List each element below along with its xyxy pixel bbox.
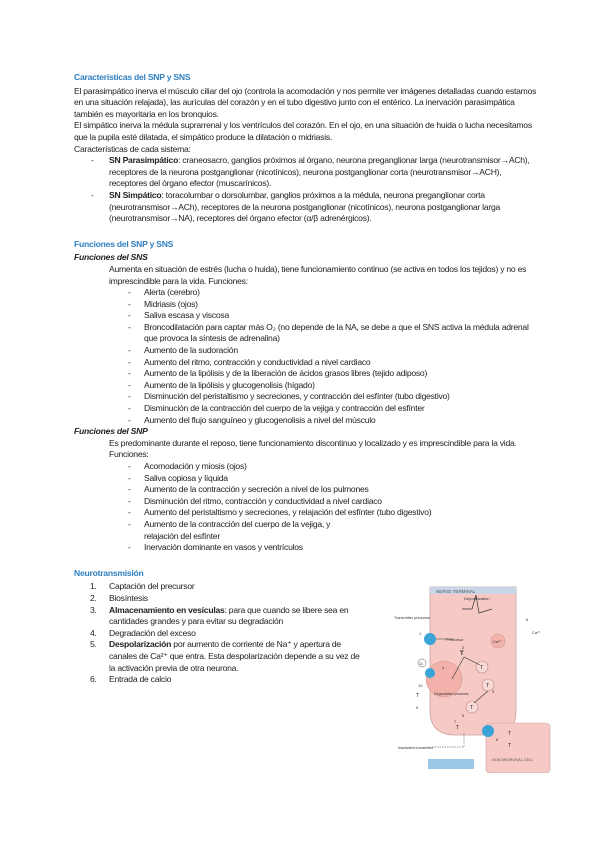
inactivated-transmitter-label: Inactivated transmitter — [398, 746, 434, 750]
step-text: Biosíntesis — [109, 592, 148, 603]
receptor-t-2: T — [508, 743, 512, 749]
step-number: 2. — [90, 592, 97, 603]
item-label: SN Parasimpático — [109, 155, 179, 166]
step-number-3: 3 — [492, 689, 495, 694]
receptor-circle — [482, 725, 494, 737]
step-number-9: 9 — [416, 705, 419, 710]
list-item — [90, 581, 364, 593]
step-number-11: 11 — [419, 662, 423, 666]
precursor-label: Precursor — [446, 637, 464, 642]
step-number-7: 7 — [454, 719, 457, 724]
sns-functions-list — [74, 287, 540, 426]
step-number-1: 1 — [419, 631, 422, 636]
list-item: - Aumento de la sudoración — [144, 345, 540, 357]
system-characteristics-list — [74, 155, 540, 225]
list-item: - Disminución de la contracción del cuerpo de la vejiga y contracción del esfínter — [144, 403, 540, 415]
list-item: - Aumento de la contracción y secreción a nivel de los pulmones — [144, 484, 540, 496]
list-item — [90, 604, 364, 628]
step-text: Captación del precursor — [109, 581, 195, 592]
step-text: : para que cuando se libere sea en cantidades grandes y para evitar su degradación — [109, 604, 349, 627]
item-label: SN Simpático — [109, 189, 162, 200]
section-title-neurotransmision: Neurotransmisión — [74, 567, 144, 578]
snp-intro: Es predominante durante el reposo, tiene funcionamiento discontinuo y localizado y es imprescindible para la vida. Funciones: — [109, 437, 517, 460]
list-item — [90, 592, 364, 605]
step-text: Entrada de calcio — [109, 674, 172, 685]
step-number-5: 5 — [462, 713, 465, 718]
list-item: - Midriasis (ojos) — [144, 299, 540, 311]
transmitter-precursor-label: Transmitter precursor — [394, 616, 431, 620]
list-item: - Acomodación y miosis (ojos) — [144, 461, 540, 473]
section-title-funciones: Funciones del SNP y SNS — [74, 238, 174, 249]
blood-vessel-shape — [428, 759, 474, 769]
step-number-8: 8 — [496, 737, 499, 742]
list-item — [109, 190, 540, 225]
step-number-6: 6 — [526, 617, 529, 622]
nerve-terminal-diagram — [392, 583, 554, 773]
uptake-carrier-circle — [424, 633, 436, 645]
sns-intro: Aumenta en situación de estrés (lucha o huida), tiene funcionamiento continuo (se activa en todos los tejidos) y no es imprescindible para la vida. Funciones: — [109, 263, 527, 286]
nerve-terminal-label: NERVE TERMINAL — [436, 589, 476, 594]
step-bold: Almacenamiento en vesículas — [109, 604, 225, 615]
transmitter-t-cleft: T — [456, 725, 460, 731]
vesicle-t: T — [480, 665, 484, 671]
transmitter-t-left: T — [416, 693, 420, 699]
step-bold: Despolarización — [109, 639, 172, 650]
step-number: 4. — [90, 627, 97, 638]
list-item: - Alerta (cerebro) — [144, 287, 540, 299]
list-item — [90, 627, 364, 640]
list-item: - Disminución del peristaltismo y secreciones, y contracción del esfínter (tubo digestivo) — [144, 391, 540, 403]
item-text: : toracolumbar o dorsolumbar, ganglios próximos a la médula, neurona preganglionar corta (neurotransmisor→ACh), receptores de la neurona postganglionar (nicotínicos), neurona postganglionar larga (neurotransmisor→NA), receptores del órgano efector (α/β adrenérgicos). — [109, 189, 501, 224]
step-number-4: 4 — [442, 665, 445, 670]
paragraph-parasimpatico: El parasimpático inerva el músculo ciliar del ojo (controla la acomodación y nos permite ver imágenes detalladas cuando estamos en una situación relajada), las aurículas del corazón y en el tubo digestivo junto con el entérico. La inervación parasimpática también es mayoritaria en los bronquios. — [74, 85, 537, 119]
step-text: por aumento de corriente de Na⁺ y apertura de canales de Ca²⁺ que entra. Esta despolarización depende a su vez de la activación previa de otra neurona. — [109, 639, 360, 673]
degradation-label: Degradation products — [434, 692, 469, 696]
list-item: - Aumento de la lipólisis y glucogenolisis (hígado) — [144, 380, 540, 392]
list-item: - Saliva escasa y viscosa — [144, 310, 540, 322]
step-number: 6. — [90, 674, 97, 685]
non-neuronal-cell-shape — [486, 723, 550, 773]
paragraph-caracteristicas-intro: Características de cada sistema: — [74, 143, 191, 154]
section-title-caracteristicas: Características del SNP y SNS — [74, 72, 191, 82]
list-item — [109, 155, 540, 190]
autoreceptor-circle — [425, 668, 435, 678]
list-item: - Aumento del flujo sanguíneo y glucogenolisis a nivel del músculo — [144, 415, 540, 427]
depolarization-label: Depolarization — [464, 596, 490, 601]
snp-functions-list — [74, 461, 540, 554]
subsection-title-snp: Funciones del SNP — [74, 426, 148, 437]
list-item: - Aumento del peristaltismo y secreciones, y relajación del esfínter (tubo digestivo) — [144, 507, 540, 519]
list-item: - Aumento del ritmo, contracción y conductividad a nivel cardiaco — [144, 357, 540, 369]
step-number: 3. — [90, 604, 97, 615]
step-number: 5. — [90, 639, 97, 650]
list-item: - Broncodilatación para captar más O₂ (no depende de la NA, se debe a que el SNS activa la médula adrenal que provoca la síntesis de adrenalina) — [144, 322, 540, 345]
subsection-title-sns: Funciones del SNS — [74, 252, 148, 263]
list-item: - Saliva copiosa y líquida — [144, 473, 540, 485]
vesicle-t: T — [486, 683, 490, 689]
item-text: : craneosacro, ganglios próximos al órgano, neurona preganglionar larga (neurotransmisor→ACh), receptores de la neurona postganglionar (nicotínicos), neurona postganglionar corta (neurotransmisor→ACH), receptores del órgano efector (muscarínicos). — [109, 155, 530, 189]
list-item: - Disminución del ritmo, contracción y conductividad a nivel cardiaco — [144, 496, 540, 508]
list-item: - Aumento de la contracción del cuerpo de la vejiga, y relajación del esfínter — [144, 519, 344, 542]
step-number-2: 2 — [462, 645, 465, 650]
neurotransmission-steps — [74, 581, 364, 685]
ca-outer-label: Ca²⁺ — [532, 630, 541, 635]
step-number-10: 10 — [418, 683, 423, 688]
paragraph-simpatico: El simpático inerva la médula suprarrenal y los ventrículos del corazón. En el ojo, en una situación de huida o lucha necesitamos que la pupila esté dilatada, el simpático produce la dilatación o midriasis. — [74, 120, 532, 142]
list-item — [90, 674, 364, 686]
non-neuronal-label: NON-NEURONAL CELL — [492, 758, 534, 762]
vesicle-t: T — [470, 705, 474, 711]
step-number: 1. — [90, 581, 97, 592]
receptor-t-1: T — [508, 731, 512, 737]
step-text: Degradación del exceso — [109, 627, 196, 638]
list-item: - Aumento de la lipólisis y de la liberación de ácidos grasos libres (tejido adiposo) — [144, 368, 540, 380]
list-item: - Inervación dominante en vasos y ventrículos — [144, 542, 540, 554]
transmitter-t-1: T — [460, 651, 464, 657]
ca-inner-label: Ca²⁺ — [493, 639, 502, 644]
list-item — [90, 639, 364, 674]
